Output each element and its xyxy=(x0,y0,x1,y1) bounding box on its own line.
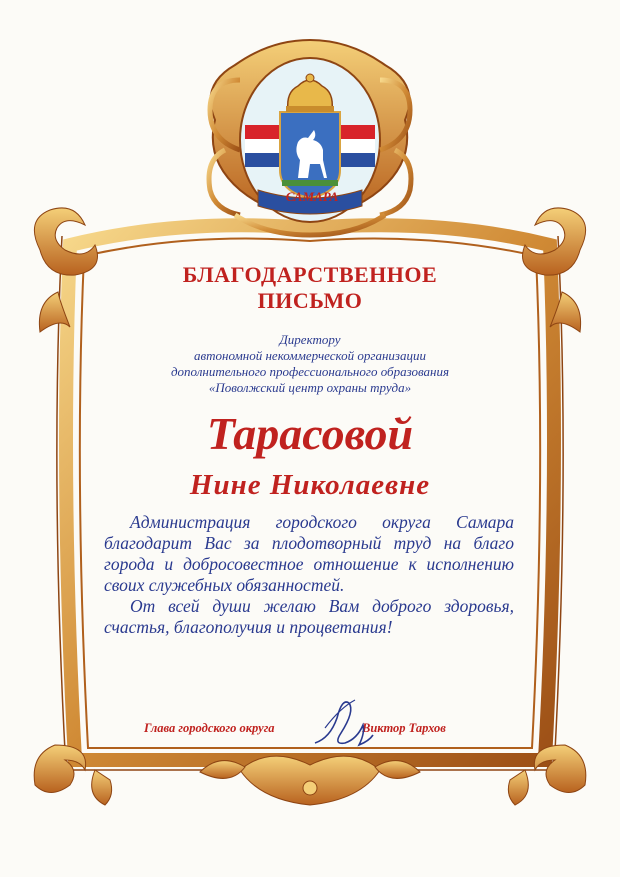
recipient-line-1: Директору xyxy=(279,332,341,347)
recipient-given-names: Нине Николаевне xyxy=(189,469,431,501)
recipient-surname: Тарасовой xyxy=(206,408,414,459)
recipient-block xyxy=(100,332,520,396)
body-paragraph-1: Администрация городского округа Самара благодарит Вас за плодотворный труд на благо города и добросовестное отношение к исполнению своих служебных обязанностей. xyxy=(104,512,514,595)
recipient-line-2: автономной некоммерческой организации xyxy=(194,348,426,363)
signatory-position: Глава городского округа xyxy=(144,721,275,735)
handwritten-signature xyxy=(305,688,375,758)
signatory-name: Виктор Тархов xyxy=(362,721,446,735)
emblem-city-label: САМАРА xyxy=(285,189,339,204)
title-line-2: ПИСЬМО xyxy=(257,288,363,313)
title-line-1: БЛАГОДАРСТВЕННОЕ xyxy=(182,262,438,287)
letter-title xyxy=(110,262,510,314)
letter-body xyxy=(104,512,514,638)
recipient-line-3: дополнительного профессионального образования xyxy=(170,364,450,379)
recipient-line-4: «Поволжский центр охраны труда» xyxy=(208,380,412,395)
body-paragraph-2: От всей души желаю Вам доброго здоровья, счастья, благополучия и процветания! xyxy=(104,596,514,637)
